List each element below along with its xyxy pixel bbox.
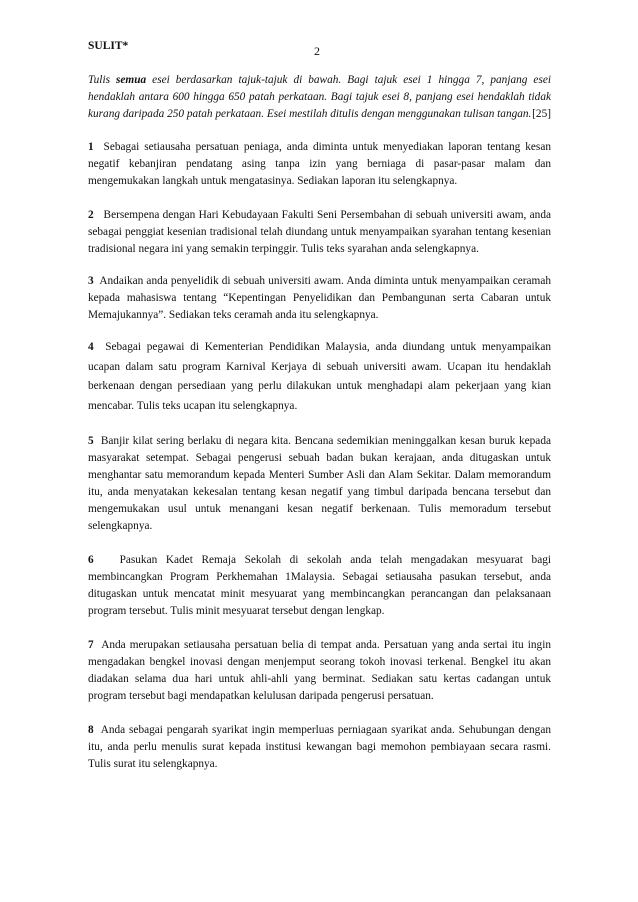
question-6: [88, 552, 551, 620]
total-marks: [25]: [532, 108, 551, 120]
question-text: Banjir kilat sering berlaku di negara kita. Bencana sedemikian meninggalkan kesan buruk kepada masyarakat setempat. Sebagai pengerusi sebuah badan bukan kerajaan, anda ditugaskan untuk menghantar satu memorandum kepada Menteri Sumber Asli dan Alam Sekitar. Dalam memorandum itu, anda menyatakan kekesalan tentang kesan negatif yang timbul daripada bencana tersebut dan mengemukakan usul untuk menangani kesan negatif berkenaan. Tulis memoradum tersebut selengkapnya.: [88, 435, 551, 532]
question-2: [88, 207, 551, 258]
question-number: 6: [88, 554, 94, 566]
question-number: 8: [88, 724, 94, 736]
question-1: [88, 139, 551, 190]
page-number: 2: [314, 44, 320, 58]
question-number: 3: [88, 275, 94, 287]
confidential-label: SULIT*: [88, 40, 129, 52]
question-text: Anda sebagai pengarah syarikat ingin memperluas perniagaan syarikat anda. Sehubungan dengan itu, anda perlu menulis surat kepada institusi kewangan bagi memohon pembiayaan secara rasmi. Tulis surat itu selengkapnya.: [88, 724, 551, 770]
question-number: 2: [88, 209, 94, 221]
question-number: 7: [88, 639, 94, 651]
question-7: [88, 637, 551, 705]
question-text: Andaikan anda penyelidik di sebuah universiti awam. Anda diminta untuk menyampaikan ceramah kepada mahasiswa tentang “Kepentingan Penyelidikan dan Pembangunan serta Cabaran untuk Memajukannya”. Sediakan teks ceramah anda itu selengkapnya.: [88, 275, 552, 321]
instructions-post: esei berdasarkan tajuk-tajuk di bawah. Bagi tajuk esei 1 hingga 7, panjang esei hendaklah antara 600 hingga 650 patah perkataan. Bagi tajuk esei 8, panjang esei hendaklah tidak kurang daripada 250 patah perkataan. Esei mestilah ditulis dengan menggunakan tulisan tangan.: [88, 74, 551, 120]
question-text: Bersempena dengan Hari Kebudayaan Fakulti Seni Persembahan di sebuah universiti awam, anda sebagai penggiat kesenian tradisional telah diundang untuk menyampaikan syarahan tentang kesenian tradisional negara ini yang semakin terpinggir. Tulis teks syarahan anda selengkapnya.: [88, 209, 551, 255]
question-text: Sebagai setiausaha persatuan peniaga, anda diminta untuk menyediakan laporan tentang kesan negatif kebanjiran pendatang asing tanpa izin yang berniaga di pasar-pasar malam dan mengemukakan langkah untuk mengatasinya. Sediakan laporan itu selengkapnya.: [88, 141, 551, 187]
question-text: Pasukan Kadet Remaja Sekolah di sekolah anda telah mengadakan mesyuarat bagi membincangkan Program Perkhemahan 1Malaysia. Sebagai setiausaha pasukan tersebut, anda ditugaskan untuk mencatat minit mesyuarat yang membincangkan perancangan dan pelaksanaan program tersebut. Tulis minit mesyuarat tersebut dengan lengkap.: [88, 554, 551, 617]
instructions: [88, 72, 551, 123]
instructions-emphasis: semua: [116, 74, 147, 86]
question-4: [88, 338, 551, 416]
question-5: [88, 433, 551, 535]
question-8: [88, 722, 551, 773]
question-text: Sebagai pegawai di Kementerian Pendidikan Malaysia, anda diundang untuk menyampaikan ucapan dalam satu program Karnival Kerjaya di sebuah universiti awam. Ucapan itu hendaklah berkenaan dengan persediaan yang perlu dilakukan untuk menghadapi alam pekerjaan yang kian mencabar. Tulis teks ucapan itu selengkapnya.: [88, 341, 551, 412]
question-number: 5: [88, 435, 94, 447]
question-number: 1: [88, 141, 94, 153]
instructions-pre: Tulis: [88, 74, 117, 86]
question-3: [88, 273, 551, 324]
question-text: Anda merupakan setiausaha persatuan belia di tempat anda. Persatuan yang anda sertai itu ingin mengadakan bengkel inovasi dengan menjemput seorang tokoh inovasi terkenal. Bengkel itu akan diadakan selama dua hari untuk ahli-ahli yang berminat. Sediakan satu kertas cadangan untuk program tersebut bagi mendapatkan kelulusan daripada pengerusi persatuan.: [88, 639, 551, 702]
exam-content: [88, 72, 551, 773]
question-number: 4: [88, 341, 94, 353]
